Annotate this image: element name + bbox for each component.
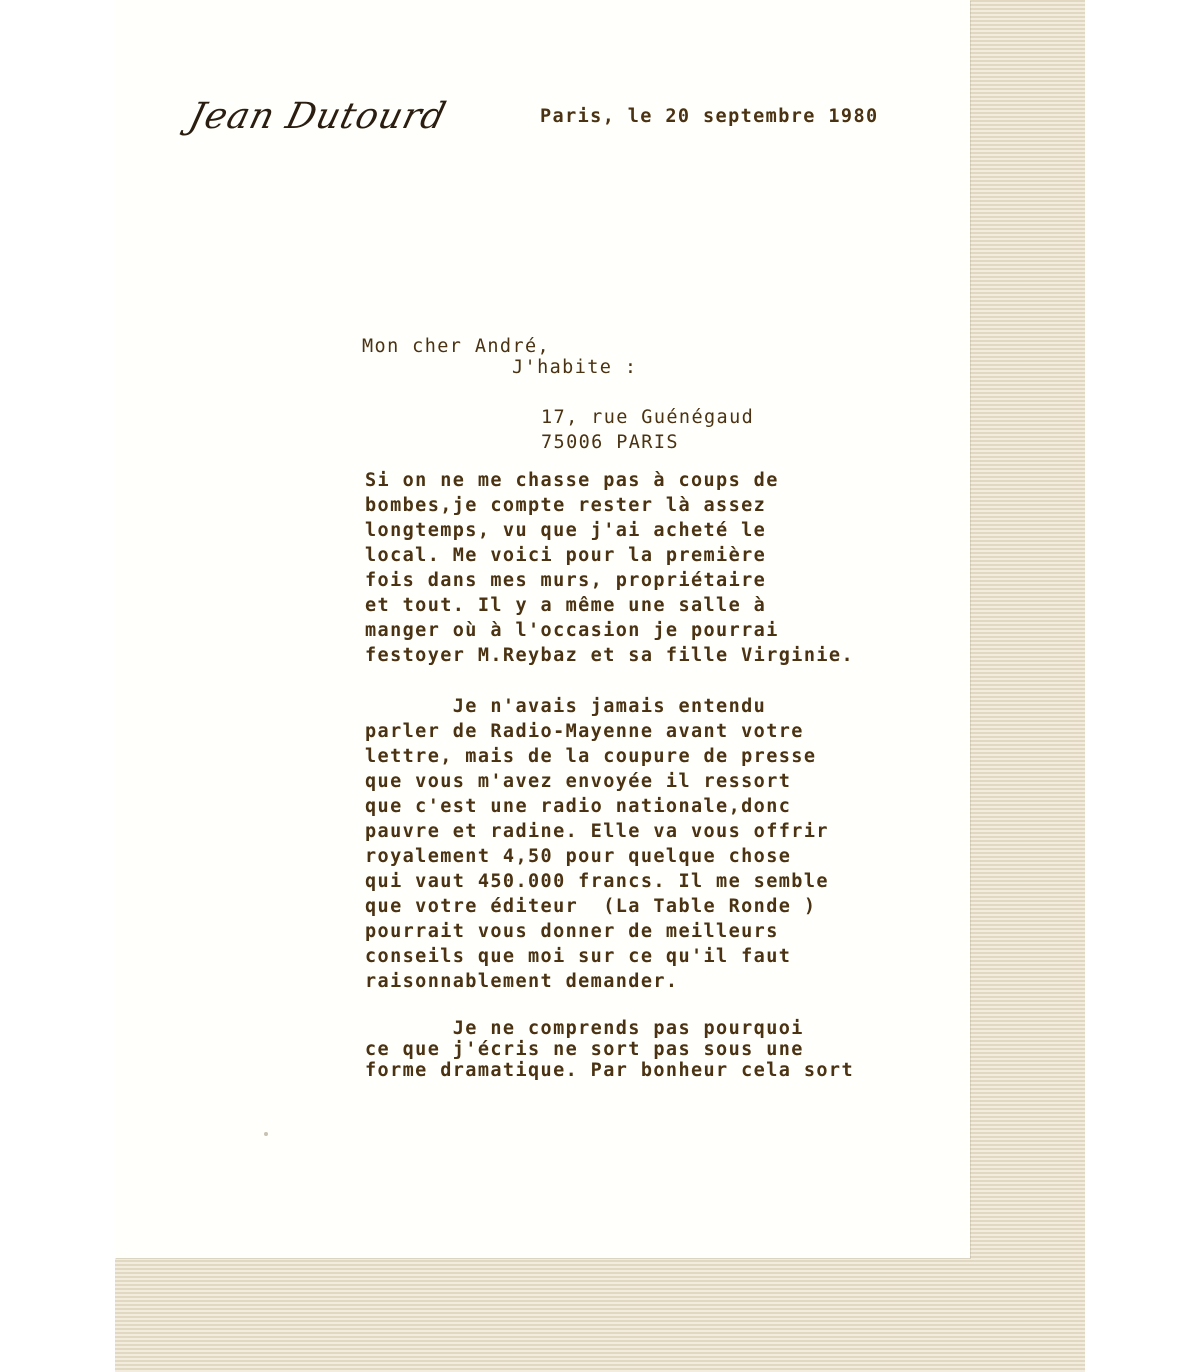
paragraph-2 (365, 694, 965, 994)
paragraph-1 (365, 468, 965, 668)
paragraph-line: et tout. Il y a même une salle à (365, 595, 767, 616)
paragraph-line: pauvre et radine. Elle va vous offrir (365, 821, 829, 842)
paragraph-line: manger où à l'occasion je pourrai (365, 620, 779, 641)
paragraph-3 (365, 1018, 965, 1081)
paragraph-line: forme dramatique. Par bonheur cela sort (365, 1060, 854, 1081)
paragraph-line: que votre éditeur (La Table Ronde ) (365, 896, 817, 917)
paragraph-line: Si on ne me chasse pas à coups de (365, 470, 779, 491)
paragraph-line: qui vaut 450.000 francs. Il me semble (365, 871, 829, 892)
letterhead-signature: Jean Dutourd (184, 96, 451, 137)
address-street: 17, rue Guénégaud (541, 407, 755, 428)
paragraph-line: parler de Radio-Mayenne avant votre (365, 721, 804, 742)
paper-speck (264, 1132, 268, 1136)
address-intro: J'habite : (512, 357, 638, 378)
paragraph-line: festoyer M.Reybaz et sa fille Virginie. (365, 645, 854, 666)
paragraph-line: ce que j'écris ne sort pas sous une (365, 1039, 804, 1060)
paragraph-line: bombes,je compte rester là assez (365, 495, 767, 516)
paragraph-line: fois dans mes murs, propriétaire (365, 570, 767, 591)
paragraph-line: raisonnablement demander. (365, 971, 679, 992)
paragraph-line: longtemps, vu que j'ai acheté le (365, 520, 767, 541)
paragraph-line: que vous m'avez envoyée il ressort (365, 771, 792, 792)
paragraph-line: Je ne comprends pas pourquoi (365, 1018, 804, 1039)
paragraph-line: Je n'avais jamais entendu (365, 696, 767, 717)
paragraph-line: que c'est une radio nationale,donc (365, 796, 792, 817)
paragraph-line: lettre, mais de la coupure de presse (365, 746, 817, 767)
date-line: Paris, le 20 septembre 1980 (540, 106, 879, 127)
paragraph-line: local. Me voici pour la première (365, 545, 767, 566)
salutation: Mon cher André, (362, 336, 551, 357)
address-city: 75006 PARIS (541, 432, 679, 453)
paragraph-line: conseils que moi sur ce qu'il faut (365, 946, 792, 967)
paragraph-line: pourrait vous donner de meilleurs (365, 921, 779, 942)
paragraph-line: royalement 4,50 pour quelque chose (365, 846, 792, 867)
